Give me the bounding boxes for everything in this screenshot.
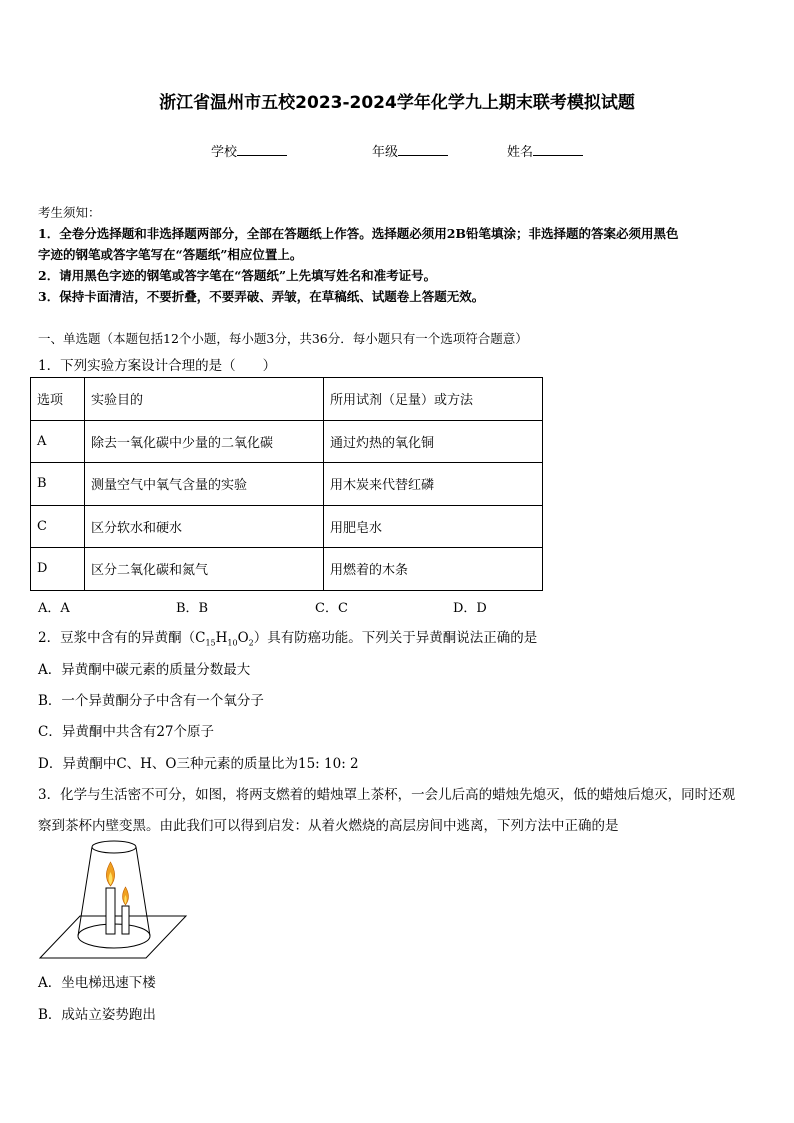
page-title: 浙江省温州市五校2023-2024学年化学九上期末联考模拟试题 bbox=[159, 93, 635, 113]
table-cell: D bbox=[31, 548, 85, 591]
short-candle bbox=[122, 906, 129, 934]
notice-heading: 考生须知： bbox=[38, 205, 101, 220]
cup-base bbox=[92, 841, 136, 853]
cup-side-right bbox=[136, 847, 150, 936]
q2-stem-before: 2．豆浆中含有的异黄酮（ bbox=[38, 630, 196, 646]
notice-line-1b: 字迹的钢笔或答字笔写在“答题纸”相应位置上。 bbox=[38, 247, 303, 262]
table-cell: B bbox=[31, 463, 85, 506]
section-heading: 一、单选题（本题包括12个小题，每小题3分，共36分．每小题只有一个选项符合题意） bbox=[38, 331, 528, 346]
q1-table bbox=[30, 377, 543, 591]
grade-field bbox=[372, 141, 448, 160]
q3-stem-line-1: 3．化学与生活密不可分，如图，将两支燃着的蜡烛罩上茶杯，一会儿后高的蜡烛先熄灭，低的蜡烛后熄灭，同时还观 bbox=[38, 787, 736, 803]
school-blank[interactable] bbox=[237, 143, 287, 156]
table-cell: 用肥皂水 bbox=[324, 505, 543, 548]
table-row bbox=[31, 420, 543, 463]
candle-cup-illustration bbox=[38, 840, 188, 962]
q3-option-b[interactable]: B．成站立姿势跑出 bbox=[38, 1007, 156, 1023]
table-cell: 通过灼热的氧化铜 bbox=[324, 420, 543, 463]
q1-option-c[interactable]: C．C bbox=[315, 601, 348, 616]
q1-option-b[interactable]: B．B bbox=[176, 601, 209, 616]
q3-stem-line-2: 察到茶杯内壁变黑。由此我们可以得到启发：从着火燃烧的高层房间中逃离，下列方法中正确的是 bbox=[38, 818, 619, 834]
table-row bbox=[31, 505, 543, 548]
table-row bbox=[31, 463, 543, 506]
notice-line-2: 2．请用黑色字迹的钢笔或答字笔在“答题纸”上先填写姓名和准考证号。 bbox=[38, 268, 437, 283]
table-cell: 用木炭来代替红磷 bbox=[324, 463, 543, 506]
table-cell: 测量空气中氧气含量的实验 bbox=[85, 463, 324, 506]
q2-option-c[interactable]: C．异黄酮中共含有27个原子 bbox=[38, 724, 215, 740]
school-field bbox=[211, 141, 287, 160]
q2-option-a[interactable]: A．异黄酮中碳元素的质量分数最大 bbox=[38, 662, 251, 678]
name-field bbox=[507, 141, 583, 160]
grade-blank[interactable] bbox=[398, 143, 448, 156]
q2-formula: $C_{15}H_{10}O_2$ bbox=[195, 630, 254, 648]
table-cell: 所用试剂（足量）或方法 bbox=[324, 378, 543, 421]
q2-option-b[interactable]: B．一个异黄酮分子中含有一个氧分子 bbox=[38, 693, 264, 709]
notice-line-1a: 1．全卷分选择题和非选择题两部分，全部在答题纸上作答。选择题必须用2B铅笔填涂；非选择题的答案必须用黑色 bbox=[38, 226, 679, 241]
notice-line-3: 3．保持卡面清洁，不要折叠，不要弄破、弄皱，在草稿纸、试题卷上答题无效。 bbox=[38, 289, 485, 304]
q1-option-d[interactable]: D．D bbox=[453, 601, 487, 616]
table-cell: 除去一氧化碳中少量的二氧化碳 bbox=[85, 420, 324, 463]
q2-stem-after: ）具有防癌功能。下列关于异黄酮说法正确的是 bbox=[253, 630, 538, 646]
table-cell: 实验目的 bbox=[85, 378, 324, 421]
q1-stem: 1．下列实验方案设计合理的是（ ） bbox=[38, 358, 277, 374]
cup-side-left bbox=[78, 847, 92, 936]
q2-stem bbox=[38, 626, 537, 648]
table-cell: A bbox=[31, 420, 85, 463]
q2-option-d[interactable]: D．异黄酮中C、H、O三种元素的质量比为15: 10: 2 bbox=[38, 756, 359, 772]
table-cell: 区分软水和硬水 bbox=[85, 505, 324, 548]
q3-option-a[interactable]: A．坐电梯迅速下楼 bbox=[38, 975, 156, 991]
table-cell: 选项 bbox=[31, 378, 85, 421]
tall-candle bbox=[106, 888, 115, 934]
grade-label: 年级 bbox=[372, 145, 399, 160]
school-label: 学校 bbox=[211, 145, 238, 160]
name-label: 姓名 bbox=[507, 145, 534, 160]
table-cell: C bbox=[31, 505, 85, 548]
table-cell: 用燃着的木条 bbox=[324, 548, 543, 591]
table-cell: 区分二氧化碳和氮气 bbox=[85, 548, 324, 591]
q1-option-a[interactable]: A．A bbox=[38, 601, 70, 616]
table-row bbox=[31, 548, 543, 591]
name-blank[interactable] bbox=[533, 143, 583, 156]
table-row bbox=[31, 378, 543, 421]
